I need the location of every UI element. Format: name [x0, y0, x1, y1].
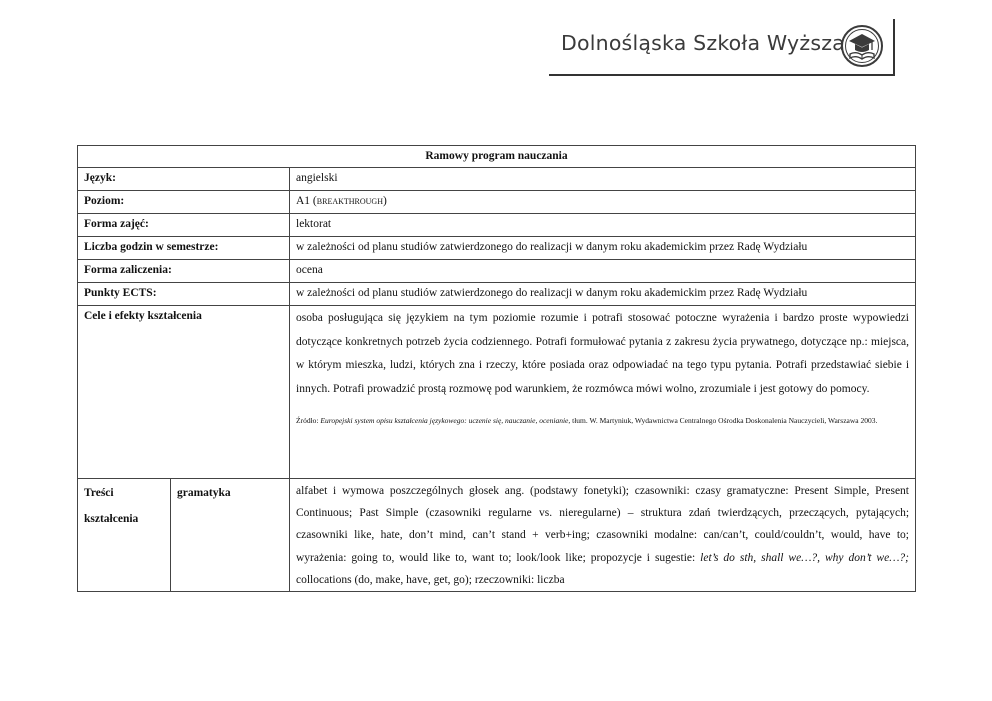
row-label: Poziom:: [78, 191, 290, 214]
row-value: w zależności od planu studiów zatwierdzonego do realizacji w danym roku akademickim przez Radę Wydziału: [290, 237, 916, 260]
level-name: breakthrough: [316, 195, 383, 207]
grammar-text-part2: collocations (do, make, have, get, go); rzeczowniki: liczba: [296, 573, 565, 586]
row-value: [290, 479, 916, 592]
logo-text: Dolnośląska Szkoła Wyższa: [561, 31, 845, 55]
row-label: Forma zajęć:: [78, 214, 290, 237]
table-row: [78, 168, 916, 191]
row-label: Język:: [78, 168, 290, 191]
source-title: Europejski system opisu kształcenia językowego: uczenie się, nauczanie, ocenianie: [320, 416, 569, 425]
source-suffix: , tłum. W. Martyniuk, Wydawnictwa Centralnego Ośrodka Doskonalenia Nauczycieli, Warszawa 2003.: [568, 416, 878, 425]
program-table: [77, 145, 916, 592]
row-label: Punkty ECTS:: [78, 283, 290, 306]
grammar-label: gramatyka: [177, 487, 231, 499]
level-suffix: ): [383, 195, 387, 207]
level-code: A1 (: [296, 195, 317, 207]
table-title: Ramowy program nauczania: [78, 146, 916, 168]
table-row: [78, 306, 916, 479]
graduation-cap-book-emblem-icon: [839, 23, 885, 69]
grammar-text-part1: alfabet i wymowa poszczególnych głosek ang. (podstawy fonetyki); czasowniki: czasy gramatyczne: Present Simple, Present Continuous; Past Simple (czasowniki regularne vs. nieregularne) – struktura zdań twierdzących, przeczących, pytających; czasowniki like, hate, don’t mind, can’t stand + verb+ing; czasowniki modalne: can/can’t, could/couldn’t, would, have to; wyrażenia: going to, would like to, want to; look/look like; propozycje i sugestie:: [296, 485, 910, 564]
row-label: Cele i efekty kształcenia: [78, 306, 290, 479]
table-row: [78, 260, 916, 283]
objectives-text: osoba posługująca się językiem na tym poziomie rozumie i potrafi stosować potoczne wyrażenia i bardzo proste wypowiedzi dotyczące konkretnych potrzeb życia codziennego. Potrafi formułować pytania z zakresu życia prywatnego, dotyczące np.: miejsca, w którym mieszka, ludzi, których zna i rzeczy, które posiada oraz odpowiadać na tego typu pytania. Potrafi przedstawiać siebie i innych. Potrafi prowadzić prostą rozmowę pod warunkiem, że rozmówca mówi wolno, zrozumiale i jest gotowy do pomocy.: [296, 312, 910, 395]
row-label: [78, 479, 171, 592]
table-row: [78, 191, 916, 214]
row-value: ocena: [290, 260, 916, 283]
row-value: angielski: [290, 168, 916, 191]
row-label: Liczba godzin w semestrze:: [78, 237, 290, 260]
table-row: [78, 283, 916, 306]
grammar-text-italic: let’s do sth, shall we…?, why don’t we…?;: [700, 551, 910, 564]
table-row: [78, 237, 916, 260]
row-label: Forma zaliczenia:: [78, 260, 290, 283]
source-citation: [296, 414, 909, 427]
grammar-text: [296, 480, 909, 591]
table-row: [78, 214, 916, 237]
content-label: Treści kształcenia: [84, 487, 139, 525]
source-prefix: Źródło:: [296, 416, 321, 425]
row-value: [290, 306, 916, 479]
row-value: w zależności od planu studiów zatwierdzonego do realizacji w danym roku akademickim przez Radę Wydziału: [290, 283, 916, 306]
row-value: lektorat: [290, 214, 916, 237]
row-sublabel: [171, 479, 290, 592]
university-logo: [549, 19, 895, 76]
row-value: [290, 191, 916, 214]
table-row: [78, 479, 916, 592]
